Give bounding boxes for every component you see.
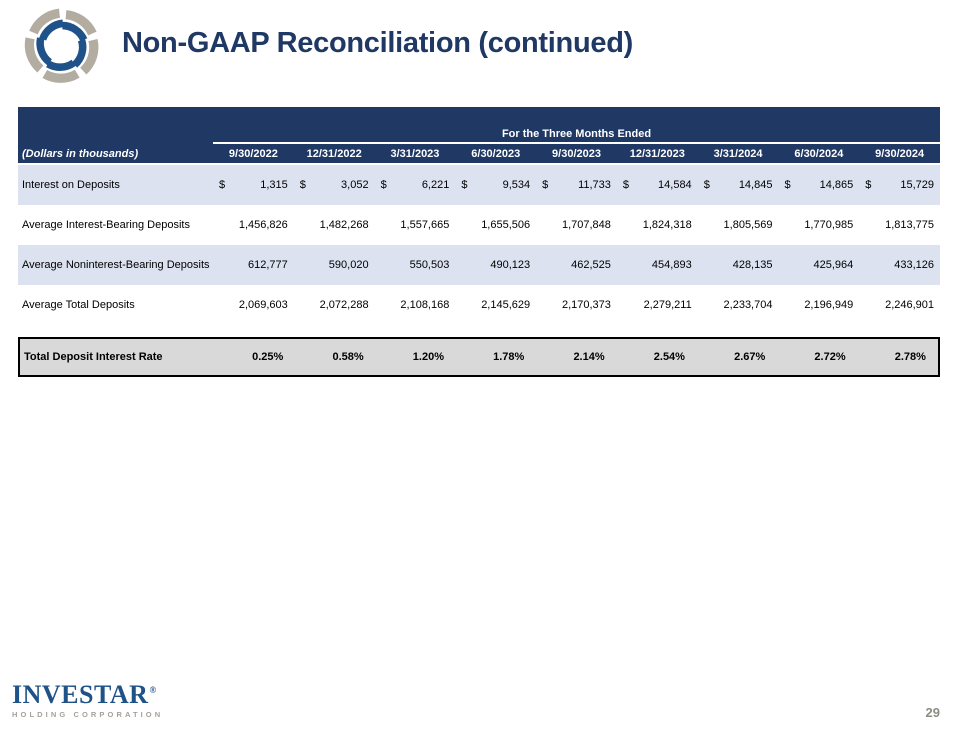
page-number: 29 (925, 705, 940, 720)
table-cell (859, 219, 940, 231)
total-row-label: Total Deposit Interest Rate (24, 351, 163, 363)
cell-value: 1,557,665 (400, 219, 450, 231)
total-cell: 2.72% (814, 351, 846, 363)
group-header-label: For the Three Months Ended (501, 128, 652, 140)
table-cell (536, 259, 617, 271)
cell-value: 1,770,985 (804, 219, 854, 231)
dollar-sign: $ (219, 179, 226, 191)
cell-value: 490,123 (490, 259, 531, 271)
table-cell (778, 259, 859, 271)
table-cell (213, 259, 294, 271)
table-cell (617, 259, 698, 271)
cell-value: 3,052 (341, 179, 369, 191)
cell-value: 2,279,211 (643, 299, 692, 311)
row-label: Average Noninterest-Bearing Deposits (22, 259, 210, 271)
table-cell (213, 179, 294, 191)
investar-swirl-icon (14, 4, 110, 88)
table-row (18, 165, 940, 205)
column-header: 3/31/2024 (713, 147, 763, 160)
cell-value: 2,170,373 (561, 299, 611, 311)
cell-value: 550,503 (409, 259, 450, 271)
cell-value: 2,233,704 (723, 299, 773, 311)
table-cell (617, 219, 698, 231)
table-cell (617, 299, 698, 311)
page-title: Non-GAAP Reconciliation (continued) (122, 27, 633, 59)
cell-value: 425,964 (813, 259, 854, 271)
cell-value: 6,221 (421, 179, 450, 191)
cell-value: 462,525 (571, 259, 611, 271)
total-cell: 0.25% (252, 351, 284, 363)
cell-value: 433,126 (894, 259, 935, 271)
units-label: (Dollars in thousands) (22, 147, 139, 160)
cell-value: 590,020 (328, 259, 369, 271)
table-cell (859, 299, 940, 311)
cell-value: 14,584 (658, 179, 692, 191)
table-cell (455, 299, 536, 311)
table-cell (294, 219, 375, 231)
table-cell (536, 219, 617, 231)
dollar-sign: $ (622, 179, 630, 191)
cell-value: 11,733 (578, 179, 611, 191)
row-label: Average Interest-Bearing Deposits (22, 219, 190, 231)
wordmark-tagline: HOLDING CORPORATION (12, 709, 164, 719)
table-cell (375, 219, 456, 231)
table-cell (698, 259, 779, 271)
total-cell: 1.78% (493, 351, 525, 363)
cell-value: 2,246,901 (885, 299, 935, 311)
cell-value: 14,865 (819, 179, 854, 191)
table-cell (213, 219, 294, 231)
total-cell: 2.14% (573, 351, 605, 363)
table-cell (213, 299, 294, 311)
cell-value: 428,135 (732, 259, 773, 271)
table-cell (859, 259, 940, 271)
cell-value: 1,315 (260, 179, 288, 191)
table-cell (294, 299, 375, 311)
column-header: 12/31/2022 (306, 147, 362, 160)
table-cell (778, 179, 859, 191)
table-cell (698, 179, 779, 191)
dollar-sign: $ (865, 179, 872, 191)
table-cell (455, 259, 536, 271)
column-header: 6/30/2023 (471, 147, 521, 160)
table-cell (617, 179, 698, 191)
total-cell: 2.67% (734, 351, 766, 363)
table-cell (455, 179, 536, 191)
table-row (18, 245, 940, 285)
investar-wordmark (12, 679, 164, 719)
cell-value: 1,482,268 (319, 219, 369, 231)
cell-value: 1,824,318 (642, 219, 692, 231)
table-cell (859, 179, 940, 191)
column-header: 12/31/2023 (629, 147, 685, 160)
table-cell (294, 179, 375, 191)
cell-value: 9,534 (502, 179, 531, 191)
cell-value: 2,069,603 (238, 299, 288, 311)
cell-value: 2,196,949 (804, 299, 854, 311)
row-label: Average Total Deposits (22, 299, 135, 311)
column-header: 3/31/2023 (390, 147, 440, 160)
cell-value: 2,072,288 (319, 299, 369, 311)
table-cell (375, 259, 456, 271)
table-cell (698, 299, 779, 311)
dollar-sign: $ (461, 179, 468, 191)
cell-value: 14,845 (738, 179, 773, 191)
total-cell: 0.58% (332, 351, 364, 363)
dollar-sign: $ (542, 179, 549, 191)
table-cell (536, 179, 617, 191)
table-cell (778, 299, 859, 311)
total-cell: 2.54% (653, 351, 685, 363)
dollar-sign: $ (380, 179, 387, 191)
table-cell (698, 219, 779, 231)
cell-value: 1,456,826 (238, 219, 288, 231)
table-header (18, 107, 940, 165)
column-header: 6/30/2024 (794, 147, 844, 160)
cell-value: 15,729 (900, 179, 935, 191)
row-label: Interest on Deposits (22, 179, 120, 191)
cell-value: 1,805,569 (723, 219, 773, 231)
table-row (18, 285, 940, 325)
group-header-underline (213, 107, 940, 144)
cell-value: 1,707,848 (561, 219, 611, 231)
registered-mark-icon: ® (149, 684, 157, 695)
total-row (18, 337, 940, 377)
table-cell (294, 259, 375, 271)
deposit-reconciliation-table (18, 107, 940, 377)
cell-value: 1,813,775 (885, 219, 935, 231)
cell-value: 1,655,506 (481, 219, 531, 231)
column-header: 9/30/2024 (875, 147, 925, 160)
dollar-sign: $ (299, 179, 306, 191)
total-cell: 1.20% (412, 351, 444, 363)
table-body (18, 165, 940, 325)
total-cell: 2.78% (894, 351, 926, 363)
wordmark-text: INVESTAR (12, 679, 149, 709)
wordmark-line (12, 679, 163, 709)
table-cell (455, 219, 536, 231)
dollar-sign: $ (703, 179, 710, 191)
table-row (18, 205, 940, 245)
column-header: 9/30/2022 (228, 147, 278, 160)
dollar-sign: $ (784, 179, 791, 191)
cell-value: 454,893 (651, 259, 692, 271)
table-cell (375, 299, 456, 311)
table-cell (778, 219, 859, 231)
column-header-row (18, 144, 940, 163)
cell-value: 2,108,168 (400, 299, 450, 311)
cell-value: 2,145,629 (481, 299, 531, 311)
table-cell (536, 299, 617, 311)
table-cell (375, 179, 456, 191)
cell-value: 612,777 (248, 259, 288, 271)
column-header: 9/30/2023 (552, 147, 601, 160)
